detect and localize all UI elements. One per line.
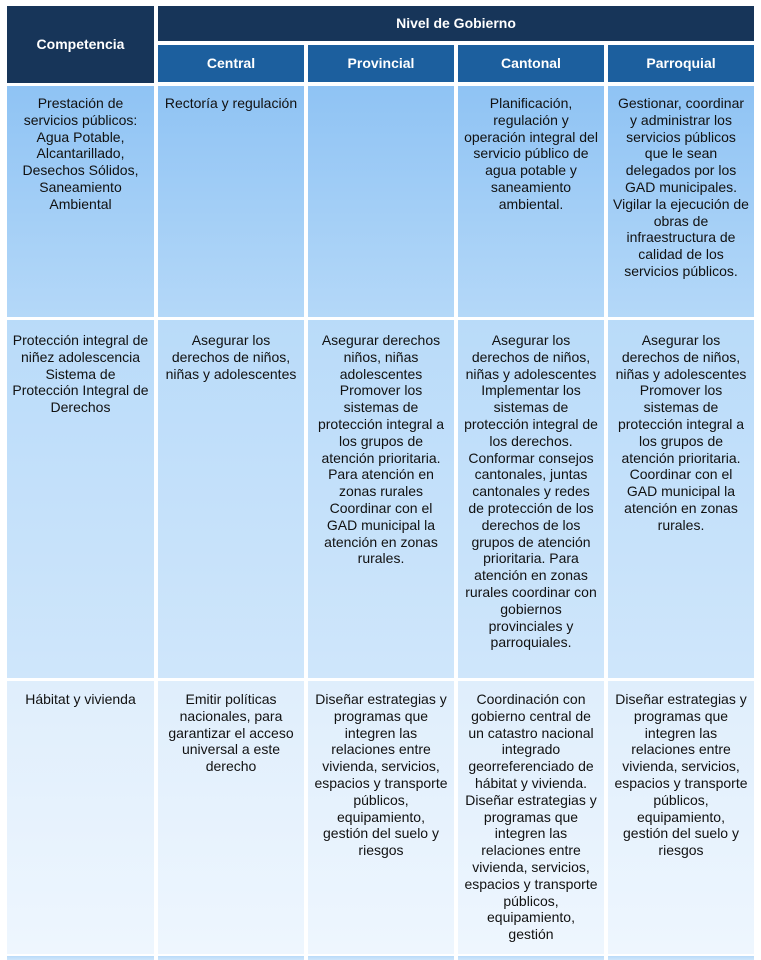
next-row-strip: [608, 956, 754, 960]
next-row-strip: [158, 956, 304, 960]
row2-parroquial: Asegurar los derechos de niños, niñas y adolescentes Promover los sistemas de protección integral a los grupos de atención prioritaria. Coordinar con el GAD municipal la atención en zonas rurales.: [608, 320, 754, 678]
row1-central: Rectoría y regulación: [158, 86, 304, 317]
row3-parroquial: Diseñar estrategias y programas que integren las relaciones entre vivienda, servicios, espacios y transporte públicos, equipamiento, gestión del suelo y riesgos: [608, 681, 754, 954]
row1-cantonal: Planificación, regulación y operación integral del servicio público de agua potable y saneamiento ambiental.: [458, 86, 604, 317]
next-row-strip: [308, 956, 454, 960]
next-row-strip: [7, 956, 154, 960]
row2-cantonal: Asegurar los derechos de niños, niñas y adolescentes Implementar los sistemas de protección integral de los derechos. Conformar consejos cantonales, juntas cantonales y redes de protección de los derechos de los grupos de atención prioritaria. Para atención en zonas rurales coordinar con gobiernos provinciales y parroquiales.: [458, 320, 604, 678]
row3-provincial: Diseñar estrategias y programas que integren las relaciones entre vivienda, servicios, espacios y transporte públicos, equipamiento, gestión del suelo y riesgos: [308, 681, 454, 954]
row3-competencia: Hábitat y vivienda: [7, 681, 154, 954]
row2-competencia: Protección integral de niñez adolescencia Sistema de Protección Integral de Derechos: [7, 320, 154, 678]
row1-parroquial: Gestionar, coordinar y administrar los servicios públicos que le sean delegados por los GAD municipales. Vigilar la ejecución de obras de infraestructura de calidad de los servicios públicos.: [608, 86, 754, 317]
header-central: Central: [158, 45, 304, 82]
row1-competencia: Prestación de servicios públicos: Agua Potable, Alcantarillado, Desechos Sólidos, Saneamiento Ambiental: [7, 86, 154, 317]
header-competencia: Competencia: [7, 6, 154, 83]
header-parroquial: Parroquial: [608, 45, 754, 82]
row3-central: Emitir políticas nacionales, para garantizar el acceso universal a este derecho: [158, 681, 304, 954]
row1-provincial: [308, 86, 454, 317]
row2-provincial: Asegurar derechos niños, niñas adolescentes Promover los sistemas de protección integral a los grupos de atención prioritaria. Para atención en zonas rurales Coordinar con el GAD municipal la atención en zonas rurales.: [308, 320, 454, 678]
next-row-strip: [458, 956, 604, 960]
row3-cantonal: Coordinación con gobierno central de un catastro nacional integrado georreferenciado de hábitat y vivienda. Diseñar estrategias y programas que integren las relaciones entre vivienda, servicios, espacios y transporte públicos, equipamiento, gestión: [458, 681, 604, 954]
header-nivel-de-gobierno: Nivel de Gobierno: [158, 6, 754, 41]
header-cantonal: Cantonal: [458, 45, 604, 82]
header-provincial: Provincial: [308, 45, 454, 82]
row2-central: Asegurar los derechos de niños, niñas y adolescentes: [158, 320, 304, 678]
